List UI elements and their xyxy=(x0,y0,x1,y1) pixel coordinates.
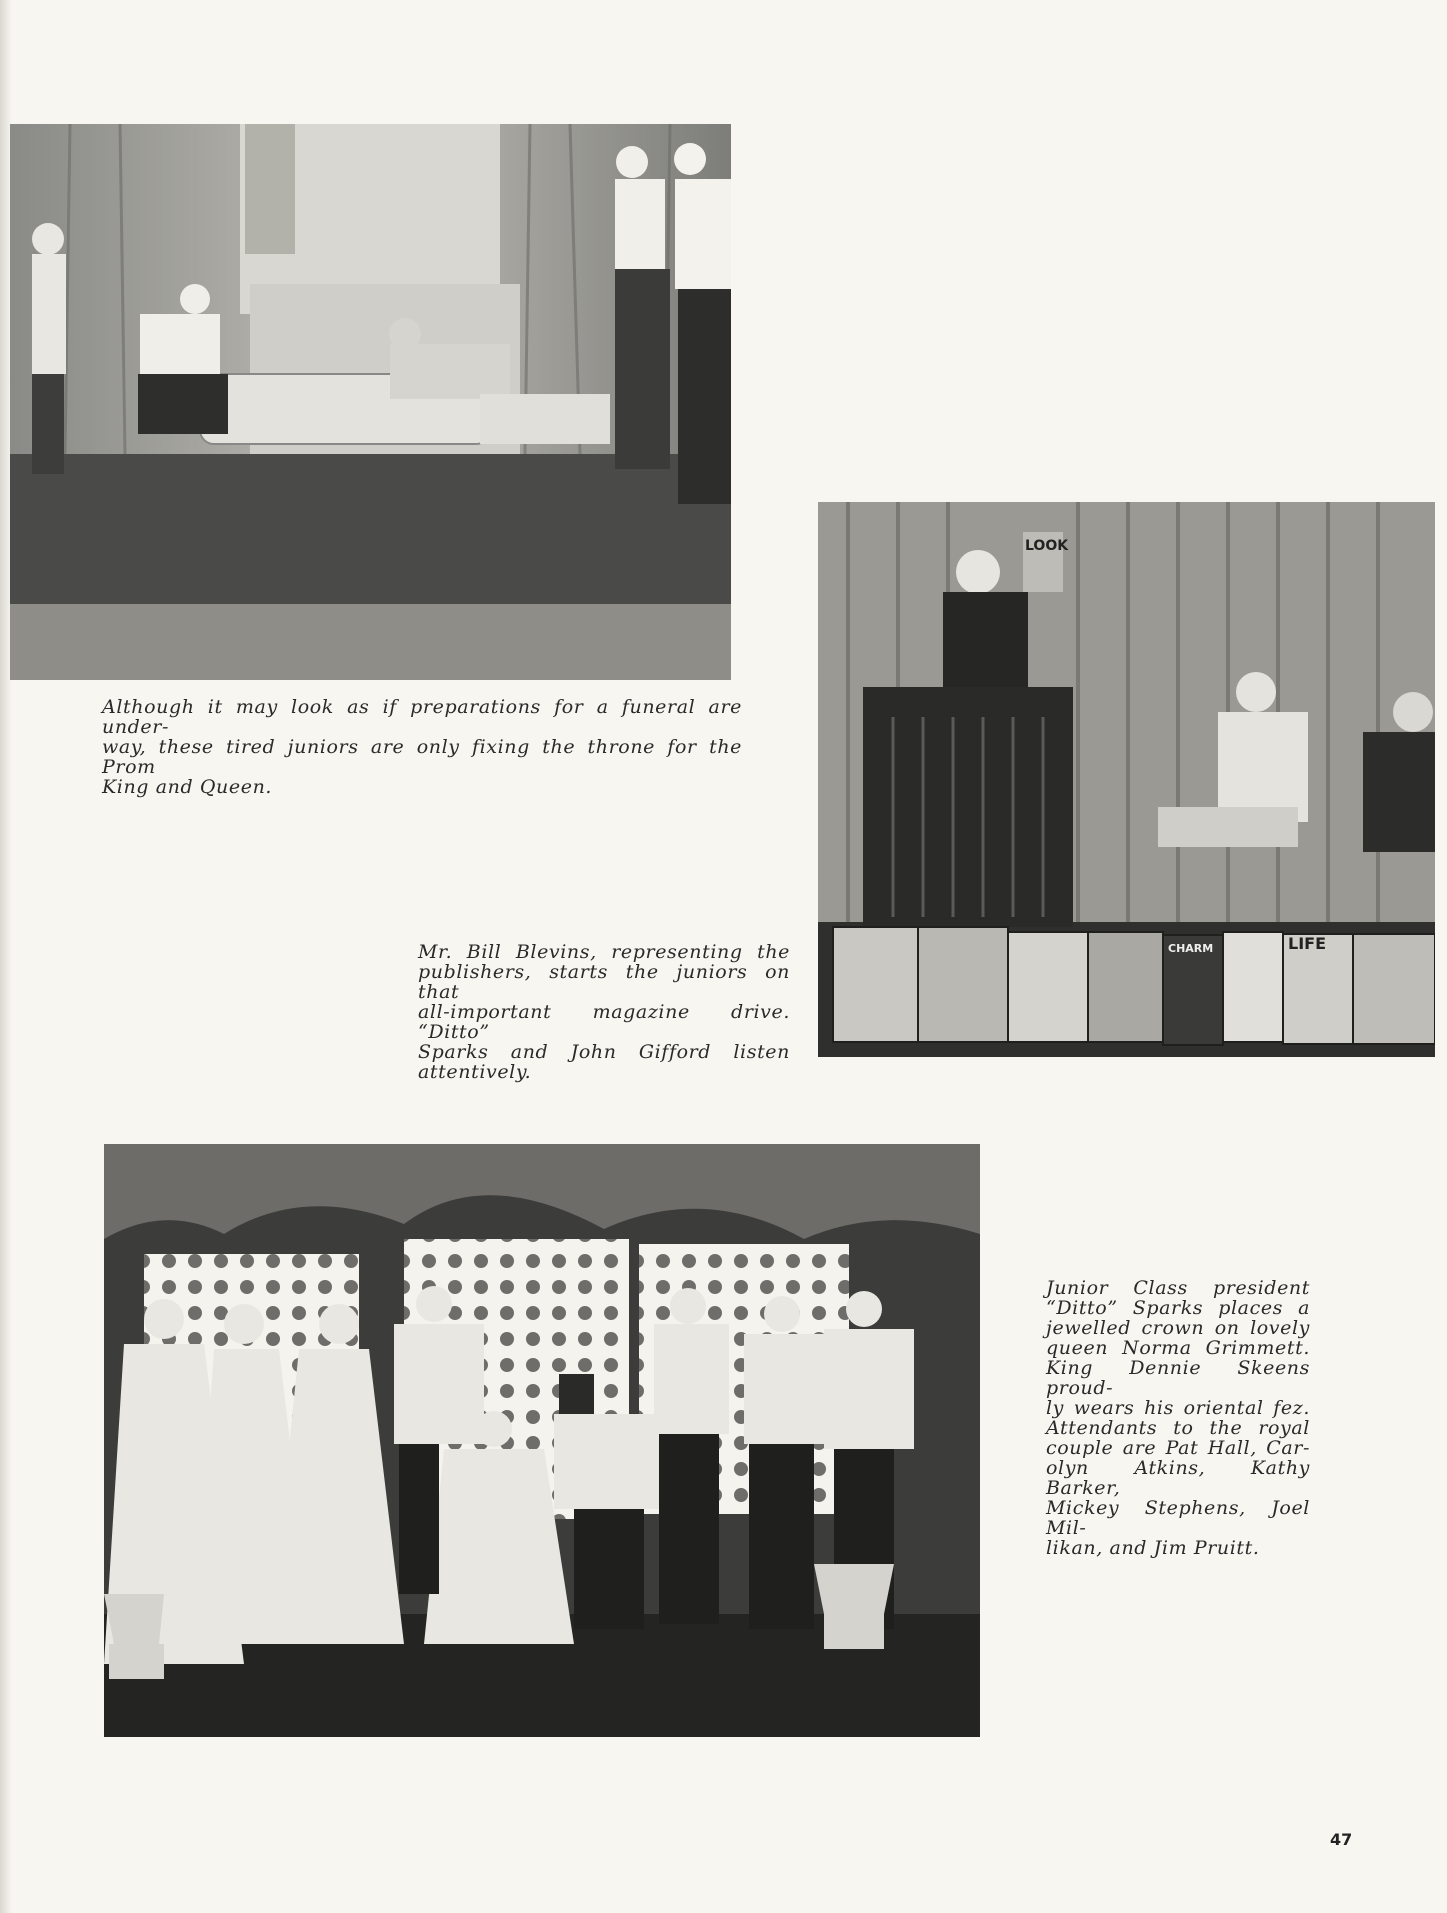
page-number: 47 xyxy=(1330,1830,1353,1849)
photo-prom-royalty xyxy=(104,1144,980,1737)
caption-throne-line: King and Queen. xyxy=(102,776,273,798)
caption-prom-line: olyn Atkins, Kathy Barker, xyxy=(1046,1457,1310,1499)
caption-prom-line: “Ditto” Sparks places a xyxy=(1046,1297,1310,1319)
caption-prom-line: Attendants to the royal xyxy=(1046,1417,1310,1439)
photo-prom-image xyxy=(104,1144,980,1737)
caption-prom-line: jewelled crown on lovely xyxy=(1046,1317,1310,1339)
caption-magazine-line: Mr. Bill Blevins, representing the xyxy=(418,941,790,963)
caption-magazine-line: attentively. xyxy=(418,1061,532,1083)
caption-throne-line: way, these tired juniors are only fixing the throne for the Prom xyxy=(102,736,742,778)
caption-magazine-drive xyxy=(418,942,790,1082)
photo-throne-preparation xyxy=(10,124,731,680)
caption-magazine-line: publishers, starts the juniors on that xyxy=(418,961,790,1003)
caption-prom-line: ly wears his oriental fez. xyxy=(1046,1397,1310,1419)
caption-prom-line: couple are Pat Hall, Car- xyxy=(1046,1437,1310,1459)
magazine-label-life: LIFE xyxy=(1288,934,1327,953)
photo-throne-image xyxy=(10,124,731,680)
caption-throne-line: Although it may look as if preparations for a funeral are under- xyxy=(102,696,742,738)
magazine-label-look: LOOK xyxy=(1025,538,1069,554)
magazine-label-charm: CHARM xyxy=(1168,942,1214,955)
caption-prom-line: King Dennie Skeens proud- xyxy=(1046,1357,1310,1399)
caption-prom-line: Mickey Stephens, Joel Mil- xyxy=(1046,1497,1310,1539)
photo-magazine-drive xyxy=(818,502,1435,1057)
caption-magazine-line: all-important magazine drive. “Ditto” xyxy=(418,1001,790,1043)
caption-magazine-line: Sparks and John Gifford listen xyxy=(418,1041,790,1063)
caption-prom-line: queen Norma Grimmett. xyxy=(1046,1337,1310,1359)
caption-prom-line: Junior Class president xyxy=(1046,1277,1310,1299)
photo-magazine-image xyxy=(818,502,1435,1057)
caption-prom-line: likan, and Jim Pruitt. xyxy=(1046,1537,1260,1559)
caption-throne xyxy=(102,697,742,797)
caption-prom-royalty xyxy=(1046,1278,1310,1558)
